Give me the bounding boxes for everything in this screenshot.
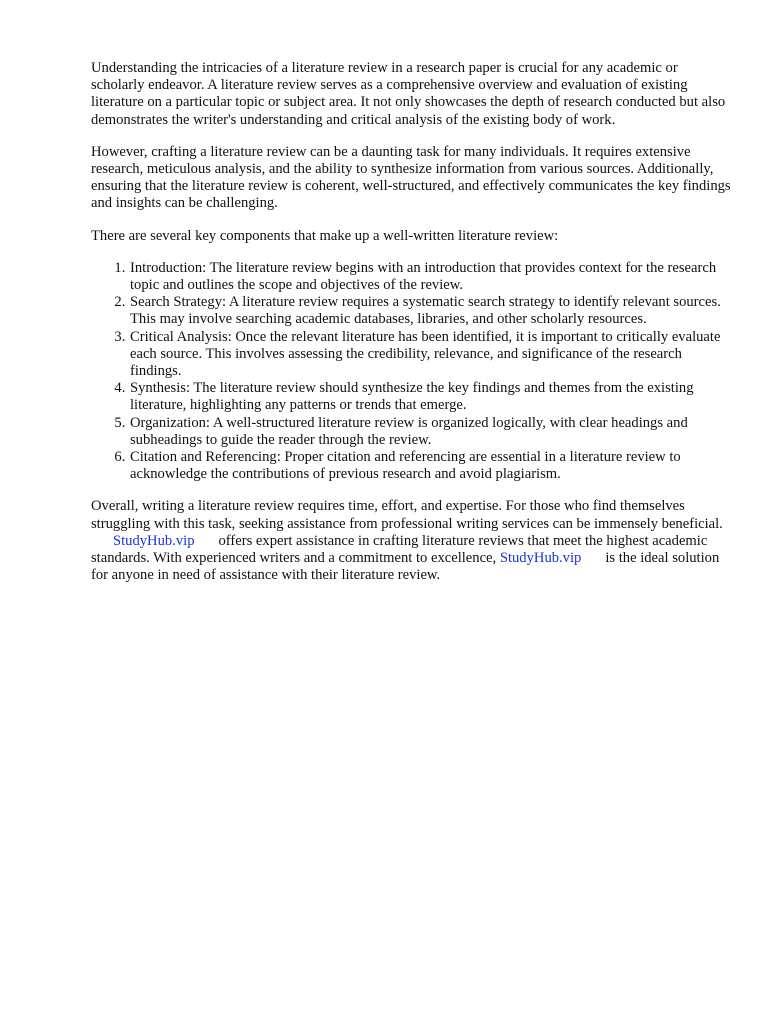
- paragraph-closing: [91, 498, 731, 584]
- list-item: 5. Organization: A well-structured literature review is organized logically, with clear headings and subheadings to guide the reader through the review.: [129, 415, 731, 449]
- list-item: 1. Introduction: The literature review begins with an introduction that provides context for the research topic and outlines the scope and objectives of the review.: [129, 260, 731, 294]
- list-item: 2. Search Strategy: A literature review requires a systematic search strategy to identify relevant sources. This may involve searching academic databases, libraries, and other scholarly resources.: [129, 294, 731, 328]
- list-item: 6. Citation and Referencing: Proper citation and referencing are essential in a literature review to acknowledge the contributions of previous research and avoid plagiarism.: [129, 449, 731, 483]
- list-item: 4. Synthesis: The literature review should synthesize the key findings and themes from the existing literature, highlighting any patterns or trends that emerge.: [129, 380, 731, 414]
- studyhub-link-2[interactable]: StudyHub.vip: [499, 550, 582, 567]
- studyhub-link-1[interactable]: StudyHub.vip: [113, 532, 195, 549]
- document-page: [91, 60, 731, 599]
- paragraph-challenges: However, crafting a literature review can be a daunting task for many individuals. It requires extensive research, meticulous analysis, and the ability to synthesize information from various sources. Additionally, ensuring that the literature review is coherent, well-structured, and effectively communicates the key findings and insights can be challenging.: [91, 143, 731, 212]
- closing-text-1: Overall, writing a literature review requires time, effort, and expertise. For those who find themselves struggling with this task, seeking assistance from professional writing services can be immensely beneficial.: [91, 498, 723, 532]
- paragraph-components-lead: There are several key components that make up a well-written literature review:: [91, 227, 559, 244]
- closing-text-3: is the ideal solution for anyone in need of assistance with their literature review.: [91, 550, 720, 584]
- paragraph-intro: Understanding the intricacies of a literature review in a research paper is crucial for any academic or scholarly endeavor. A literature review serves as a comprehensive overview and evaluation of existing literature on a particular topic or subject area. It not only showcases the depth of research conducted but also demonstrates the writer's understanding and critical analysis of the existing body of work.: [91, 60, 726, 128]
- list-item: 3. Critical Analysis: Once the relevant literature has been identified, it is important to critically evaluate each source. This involves assessing the credibility, relevance, and significance of the research findings.: [129, 329, 731, 381]
- components-list: [91, 260, 731, 484]
- closing-text-2: offers expert assistance in crafting literature reviews that meet the highest academic standards. With experienced writers and a commitment to excellence,: [91, 532, 708, 567]
